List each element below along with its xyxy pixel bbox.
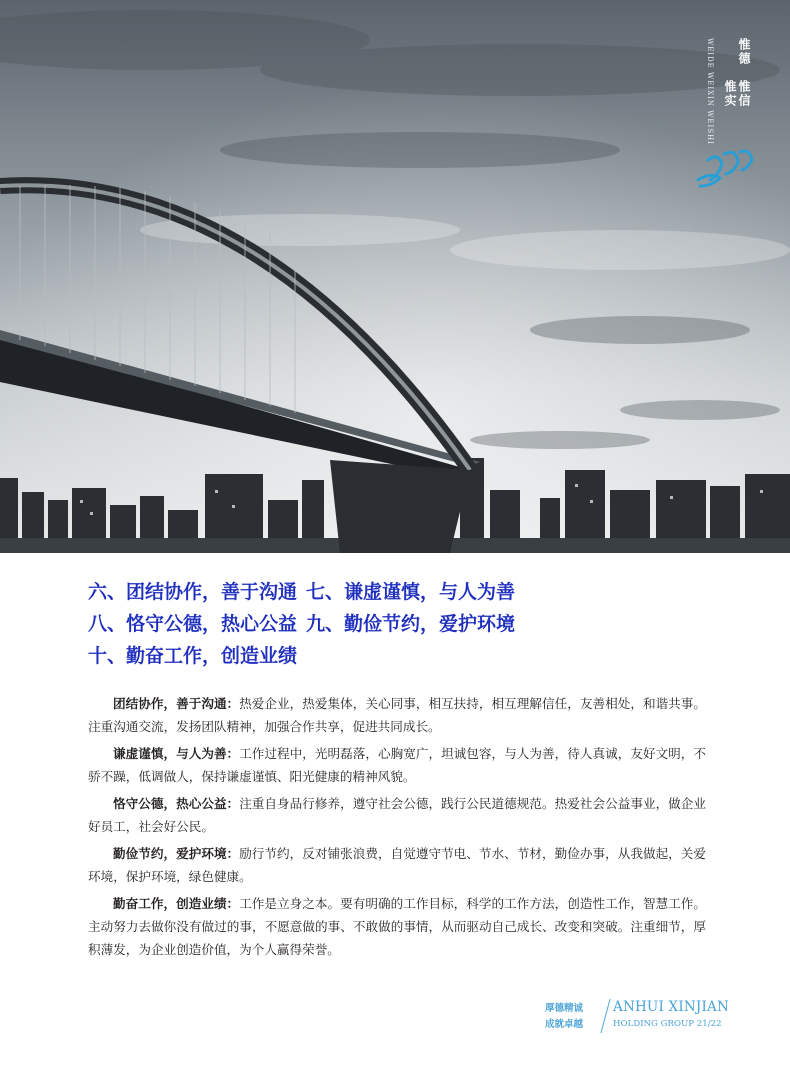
section-headings [88,578,708,674]
paragraph-label: 谦虚谨慎，与人为善： [113,746,240,761]
heading-9: 九、勤俭节约，爱护环境 [306,613,516,635]
page-footer [545,999,765,1039]
paragraph-label: 团结协作，善于沟通： [113,696,240,711]
paragraph-label: 勤俭节约，爱护环境： [113,846,240,861]
heading-row [88,642,708,674]
paragraph-thrift [88,842,706,888]
footer-company-page: HOLDING GROUP 21/22 [613,1019,722,1029]
footer-slogan-line1: 厚德精诚 [545,1003,584,1014]
paragraph-content: 励行节约，反对铺张浪费，自觉遵守节电、节水、节材，勤俭办事，从我做起，关爱环境，保护环境，绿色健康。 [88,846,707,884]
heading-8: 八、恪守公德，热心公益 [88,613,298,635]
paragraph-teamwork [88,692,706,738]
heading-row [88,610,708,642]
footer-slogan-line2: 成就卓越 [545,1019,584,1030]
paragraph-label: 勤奋工作，创造业绩： [113,896,240,911]
brand-script-logo [690,142,760,192]
paragraph-content: 注重自身品行修养，遵守社会公德，践行公民道德规范。热爱社会公益事业，做企业好员工，社会好公民。 [88,796,707,834]
heading-row [88,578,708,610]
motto-1: 惟德 [737,38,751,66]
paragraph-content: 工作是立身之本。要有明确的工作目标，科学的工作方法，创造性工作，智慧工作。主动努力去做你没有做过的事，不愿意做的事、不敢做的事情，从而驱动自己成长、改变和突破。注重细节，厚积薄发，为企业创造价值，为个人赢得荣誉。 [88,896,707,957]
paragraph-humility [88,742,706,788]
paragraph-label: 恪守公德，热心公益： [113,796,240,811]
heading-7: 七、谦虚谨慎，与人为善 [306,581,516,603]
paragraph-diligence [88,892,706,961]
motto-3: 惟实 [723,80,737,108]
body-text [88,692,706,965]
brand-vertical-motto [700,38,750,148]
footer-divider [600,999,610,1033]
paragraph-public-morality [88,792,706,838]
heading-10: 十、勤奋工作，创造业绩 [88,645,298,667]
paragraph-content: 热爱企业，热爱集体，关心同事，相互扶持，相互理解信任，友善相处，和谐共事。注重沟通交流，发扬团队精神，加强合作共享，促进共同成长。 [88,696,707,734]
footer-company-name: ANHUI XINJIAN [613,999,729,1015]
motto-2: 惟信 [737,80,751,108]
paragraph-content: 工作过程中，光明磊落，心胸宽广，坦诚包容，与人为善，待人真诚，友好文明，不骄不躁，低调做人，保持谦虚谨慎、阳光健康的精神风貌。 [88,746,707,784]
footer-slogan [545,1001,583,1033]
heading-6: 六、团结协作，善于沟通 [88,581,298,603]
motto-english: WEIDE WEIXIN WEISHI [706,38,714,145]
